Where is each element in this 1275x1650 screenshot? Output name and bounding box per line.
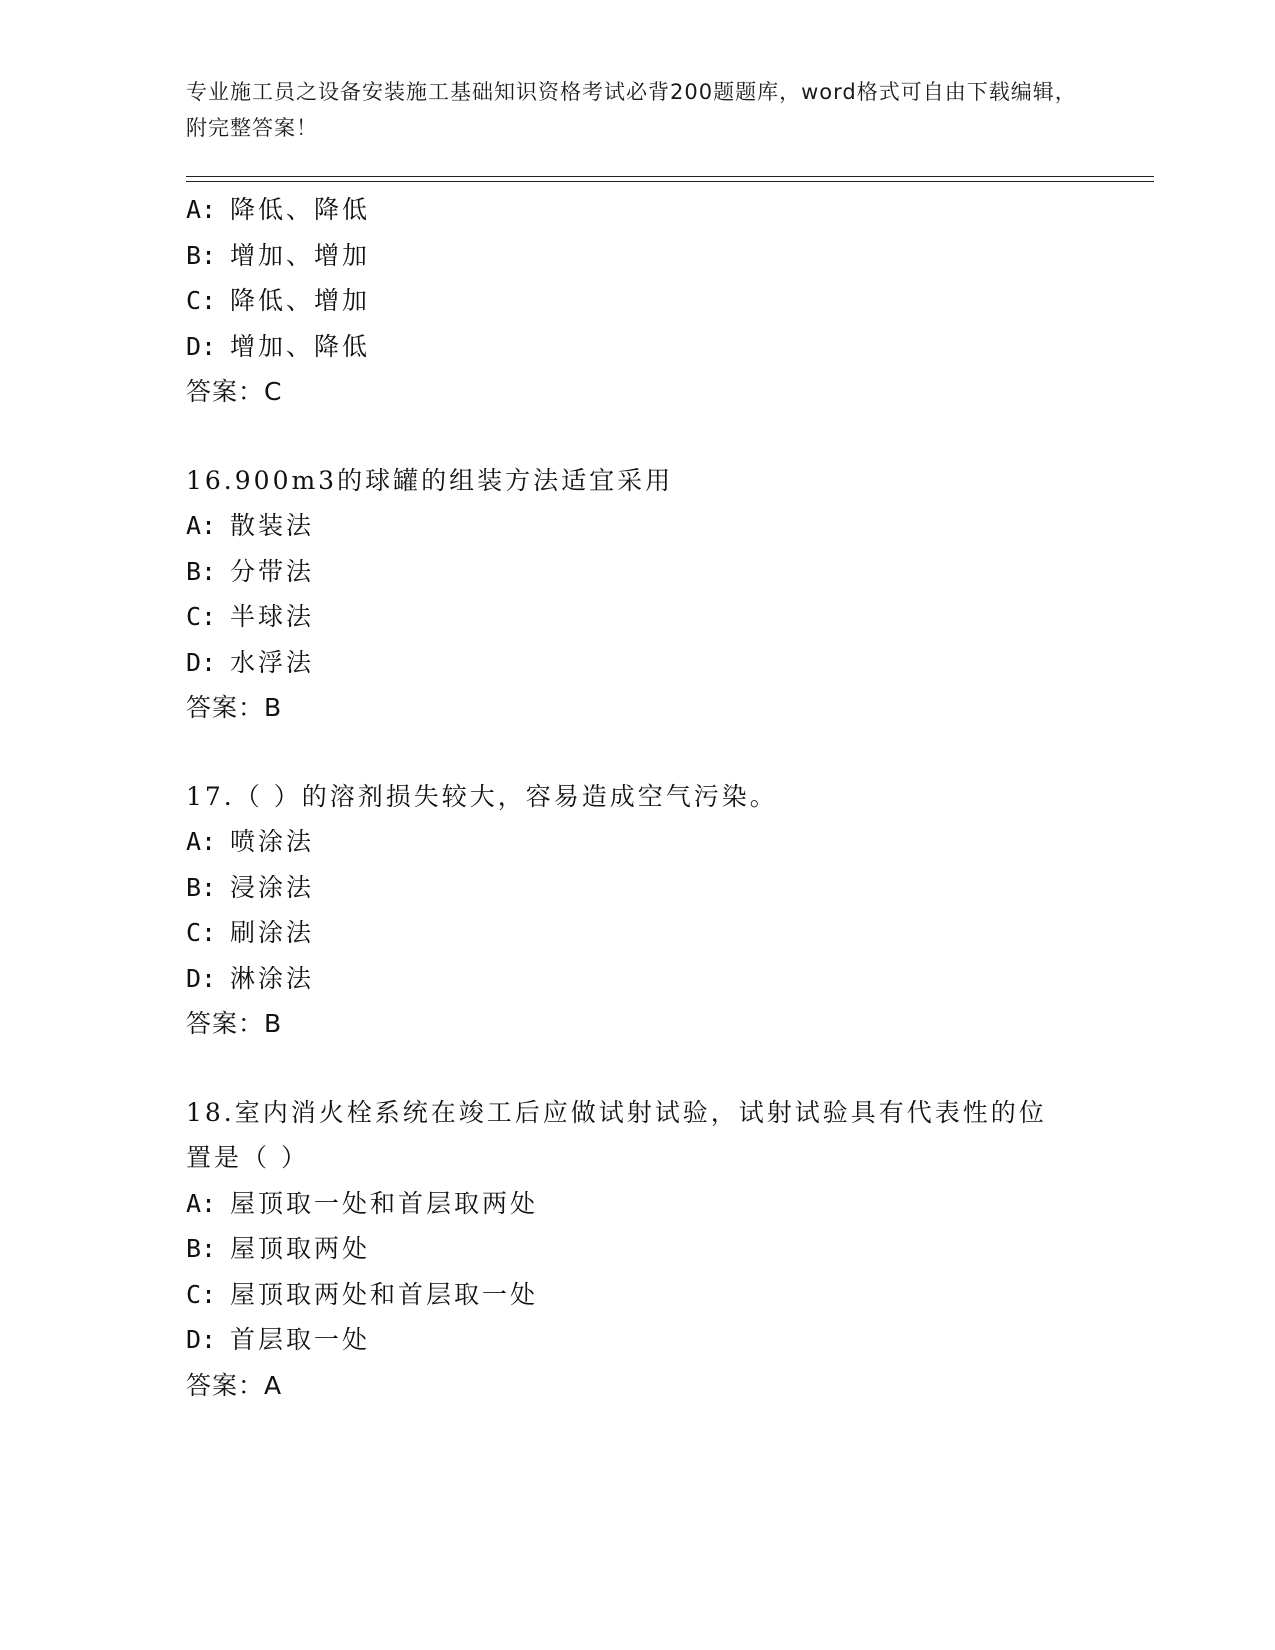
option-text: 首层取一处: [230, 1325, 371, 1354]
option-letter: C:: [186, 602, 217, 631]
option-letter: D:: [186, 1325, 217, 1354]
option-a: [186, 503, 1086, 549]
option-c: [186, 910, 1086, 956]
spacer: [186, 731, 1086, 774]
document-header: 专业施工员之设备安装施工基础知识资格考试必背200题题库，word格式可自由下载编辑，附完整答案！: [186, 80, 1077, 140]
option-d: [186, 640, 1086, 686]
option-letter: B:: [186, 556, 217, 586]
option-letter: B:: [186, 872, 217, 902]
answer-line: 答案：C: [186, 377, 283, 406]
option-text: 屋顶取两处: [230, 1234, 371, 1263]
header-divider-bottom: [186, 181, 1154, 182]
option-d: [186, 324, 1086, 370]
option-d: [186, 1317, 1086, 1363]
question-list: [186, 187, 1086, 1408]
question-block-15: [186, 187, 1086, 415]
option-a: [186, 187, 1086, 233]
option-letter: A:: [186, 511, 217, 540]
option-text: 浸涂法: [230, 872, 315, 902]
option-letter: D:: [186, 331, 217, 361]
option-text: 屋顶取两处和首层取一处: [230, 1279, 539, 1309]
question-block-16: [186, 458, 1086, 731]
question-text: 17.（ ）的溶剂损失较大，容易造成空气污染。: [186, 781, 778, 811]
option-letter: D:: [186, 647, 217, 677]
option-text: 刷涂法: [230, 918, 315, 947]
option-text: 增加、增加: [230, 240, 371, 270]
option-text: 增加、降低: [230, 331, 371, 361]
option-text: 喷涂法: [230, 827, 315, 856]
option-letter: B:: [186, 240, 217, 270]
answer-line: 答案：B: [186, 1009, 283, 1038]
option-a: [186, 819, 1086, 865]
option-text: 降低、降低: [230, 195, 371, 224]
option-text: 分带法: [230, 556, 315, 586]
option-b: [186, 1226, 1086, 1272]
question-block-18: [186, 1090, 1086, 1409]
option-b: [186, 233, 1086, 279]
option-a: [186, 1181, 1086, 1227]
header-divider-top: [186, 176, 1154, 177]
option-letter: A:: [186, 195, 217, 224]
option-letter: D:: [186, 963, 217, 993]
option-text: 半球法: [230, 602, 315, 631]
option-text: 散装法: [230, 511, 315, 540]
answer-line: 答案：A: [186, 1370, 283, 1400]
option-c: [186, 278, 1086, 324]
question-block-17: [186, 774, 1086, 1047]
option-letter: C:: [186, 918, 217, 947]
option-c: [186, 1272, 1086, 1318]
option-text: 屋顶取一处和首层取两处: [230, 1188, 539, 1218]
question-text: 16.900m3的球罐的组装方法适宜采用: [186, 465, 674, 495]
option-text: 降低、增加: [230, 286, 371, 315]
option-letter: A:: [186, 827, 217, 856]
option-letter: C:: [186, 1279, 217, 1309]
spacer: [186, 1047, 1086, 1090]
answer-line: 答案：B: [186, 693, 283, 722]
option-d: [186, 956, 1086, 1002]
option-text: 淋涂法: [230, 963, 315, 993]
option-letter: C:: [186, 286, 217, 315]
option-letter: B:: [186, 1234, 217, 1263]
option-b: [186, 549, 1086, 595]
option-text: 水浮法: [230, 647, 315, 677]
option-letter: A:: [186, 1188, 217, 1218]
question-text: 18.室内消火栓系统在竣工后应做试射试验，试射试验具有代表性的位置是（ ）: [186, 1097, 1047, 1172]
option-b: [186, 865, 1086, 911]
option-c: [186, 594, 1086, 640]
spacer: [186, 415, 1086, 458]
